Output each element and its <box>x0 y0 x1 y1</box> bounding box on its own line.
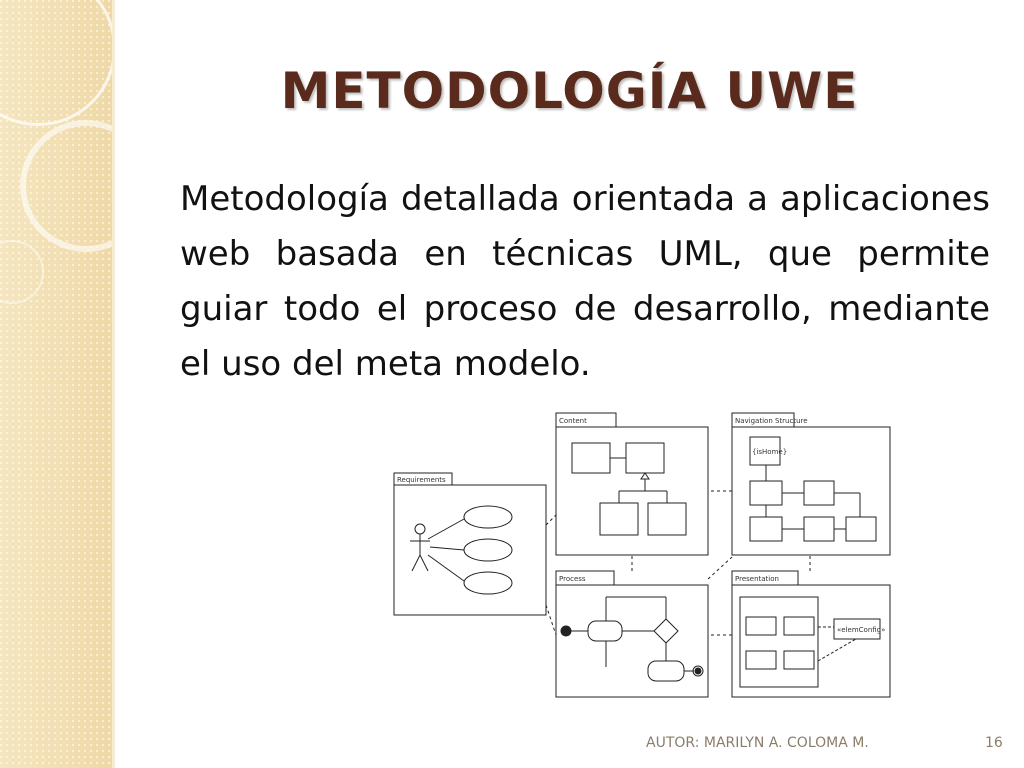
elem-config-label: «elemConfig» <box>837 626 886 634</box>
page-number: 16 <box>985 735 1003 751</box>
content-package <box>556 413 708 555</box>
content-label: Content <box>559 417 587 425</box>
slide-title: METODOLOGÍA UWE <box>280 62 859 120</box>
process-label: Process <box>559 575 586 583</box>
decorative-ring <box>20 120 112 252</box>
requirements-label: Requirements <box>397 476 446 484</box>
presentation-package <box>732 571 890 697</box>
uwe-model-diagram <box>380 405 900 705</box>
presentation-label: Presentation <box>735 575 779 583</box>
requirements-package <box>394 473 546 615</box>
decorative-ring <box>0 0 112 126</box>
decorative-side-band <box>0 0 112 768</box>
navigation-structure-package <box>732 413 890 555</box>
home-node-label: {isHome} <box>752 448 788 456</box>
process-package <box>556 571 708 697</box>
footer-author: AUTOR: MARILYN A. COLOMA M. <box>646 735 869 751</box>
slide-body-text: Metodología detallada orientada a aplicaciones web basada en técnicas UML, que permite guiar todo el proceso de desarrollo, mediante el uso del meta modelo. <box>180 179 990 384</box>
navigation-structure-label: Navigation Structure <box>735 417 808 425</box>
decorative-ring <box>0 240 44 304</box>
